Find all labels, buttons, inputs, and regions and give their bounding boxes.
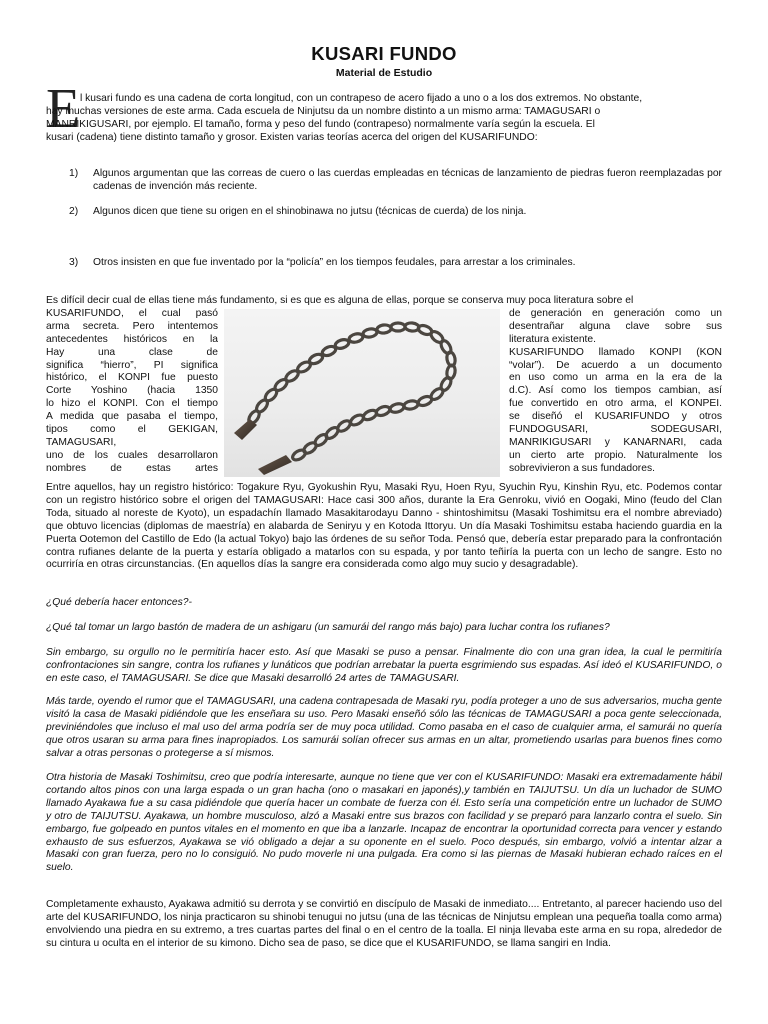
wrap-right-line: de generación en generación como un <box>509 308 722 319</box>
wrap-right-line: FUNDOGUSARI, SODEGUSARI, <box>509 424 722 436</box>
wrap-right-line: literatura existente. <box>509 333 596 345</box>
wrap-right-line: “volar”). De acuerdo a un documento <box>509 359 722 371</box>
wrap-left-line: uno de los cuales desarrollaron <box>46 449 218 461</box>
wrap-left-line: arma secreta. Pero intentemos <box>46 320 218 332</box>
wrap-right-column <box>509 308 722 476</box>
wrap-left-line: TAMAGUSARI, <box>46 436 117 448</box>
paragraph: Sin embargo, su orgullo no le permitiría hacer esto. Así que Masaki se puso a pensar. Finalmente dio con una gran idea, la cual le permitiría confrontaciones sin sangre, contra los rufianes y lunáticos que podrían arrebatar la puerta esgrimiendo sus espadas. Así ideó el KUSARIFUNDO, o en este caso, el TAMAGUSARI. Se dice que Masaki desarrolló 24 artes de TAMAGUSARI. <box>46 647 722 684</box>
paragraph: Otra historia de Masaki Toshimitsu, creo que podría interesarte, aunque no tiene que ver con el KUSARIFUNDO: Masaki era extremadamente hábil cortando altos pinos con una larga espada o un gran hacha (ono o masakari en japonés),y también en TAIJUTSU. Un día un luchador de SUMO llamado Ayakawa fue a su casa pidiéndole que quería hacer un combate de fuerza con él. Esto sería una competición entre un luchador de SUMO y otro de TAIJUTSU. Ayakawa, un hombre musculoso, alzó a Masaki entre sus brazos con facilidad y se preparó para lanzarlo contra el suelo. Sin embargo, fue golpeado en puntos vitales en el momento en que iba a lanzarle. Incapaz de encontrar la oportunidad correcta para vencer y estando exhausto de sus esfuerzos, Ayakawa se vió obligado a dejar a su oponente en el suelo. Poco después, sin embargo, volvió a intentar alzar a Masaki con gran fuerza, pero no lo consiguió. No pudo moverle ni una pulgada. Era como si las piernas de Masaki hubieran echado raíces en el suelo. <box>46 772 722 874</box>
paragraph: Completamente exhausto, Ayakawa admitió su derrota y se convirtió en discípulo de Masaki de inmediato.... Entretanto, al parecer haciendo uso del arte del KUSARIFUNDO, los ninja practicaron su shinobi tenugui no jutsu (una de las técnicas de Ninjutsu emplean una pequeña toalla como arma) envolviendo una piedra en su extremo, a tres cuartas partes del final o en el centro de la toalla. El ninja llevaba este arma en su ropa, alrededor de su cintura u oculta en el interior de su kimono. Dicho sea de paso, se dice que el KUSARIFUNDO, se llama sangiri en India. <box>46 899 722 949</box>
kusari-fundo-photo-icon <box>224 309 500 477</box>
wrap-right-line: sobrevivieron a sus fundadores. <box>509 462 655 474</box>
list-number: 2) <box>69 206 79 217</box>
wrap-right-line: MANRIKIGUSARI y KANARNARI, cada <box>509 436 722 448</box>
chain-icon <box>224 309 500 477</box>
intro-line: hay muchas versiones de este arma. Cada escuela de Ninjutsu da un nombre distinto a un mismo arma: TAMAGUSARI o <box>46 106 601 117</box>
wrap-right-line: desentrañar alguna clave sobre sus <box>509 320 722 332</box>
paragraph: ¿Qué debería hacer entonces?- <box>46 597 192 608</box>
wrap-right-line: un cierto arte propio. Naturalmente los <box>509 449 722 461</box>
wrap-right-line: fue convertido en otro arma, el KONPEI. <box>509 398 722 410</box>
paragraph: Más tarde, oyendo el rumor que el TAMAGUSARI, una cadena contrapesada de Masaki ryu, podía proteger a uno de sus adversarios, mucha gente visitó la casa de Masaki pidiéndole que les enseñara su uso. Pero Masaki enseñó sólo las técnicas de TAMAGUSARI a poca gente seleccionada, previniéndoles que incluso el mal uso del arma podría ser de muy poca utilidad. Como pasaba en el caso de cualquier arma, el samurái no quería que otros usaran su arma para fines inapropiados. Los samurái solían ofrecer sus armas en un altar, prometiendo usarlas para buenos fines como salvar a otras personas o protegerse a sí mismos. <box>46 696 722 759</box>
list-item-text: Algunos argumentan que las correas de cuero o las cuerdas empleadas en técnicas de lanzamiento de piedras fueron reemplazadas por cadenas de invención más reciente. <box>93 168 722 192</box>
intro-line: kusari (cadena) tiene distinto tamaño y grosor. Existen varias teorías acerca del origen del KUSARIFUNDO: <box>46 132 538 143</box>
wrap-left-line: tipos como el GEKIGAN, <box>46 424 218 436</box>
wrap-left-line: lo hizo el KONPI. Con el tiempo <box>46 398 218 410</box>
paragraph: Entre aquellos, hay un registro histórico: Togakure Ryu, Gyokushin Ryu, Masaki Ryu, Hoen Ryu, Syuchin Ryu, Kinshin Ryu, etc. Podemos contar con un registro histórico sobre el origen del TAMAGUSARI: Hace casi 300 años, durante la Era Genroku, vivió en Oogaki, Mino (feudo del Clan Toda, situado al noreste de Kyoto), un espadachín llamado Masakitarodayu Danno - shintoshimitsu (Masaki Toshimitsu era el nombre abreviado) que obtuvo licencias (diplomas de maestría) en alabarda de Seniryu y en Kotoda Ittoryu. Un día Masaki Toshimitsu estaba haciendo guardia en la Puerta Ootemon del Castillo de Edo (la actual Tokyo) bajo las órdenes de su señor Toda. Pensó que, debería estar preparado para la confrontación contra rufianes delante de la puerta y estaría obligado a matarlos con su espada, y por tanto teñiría la puerta con un lecho de sangre. Esto no ocurriría en otras circunstancias. (En aquellos días la sangre era considerada como algo muy sucio y desagradable). <box>46 482 722 571</box>
wrap-top-line: Es difícil decir cual de ellas tiene más fundamento, si es que es alguna de ellas, porque se conserva muy poca literatura sobre el <box>46 295 634 306</box>
list-item-text: Otros insisten en que fue inventado por la “policía” en los tiempos feudales, para arrestar a los criminales. <box>93 257 576 268</box>
wrap-left-line: Hay una clase de <box>46 346 218 358</box>
drop-cap: E <box>46 78 81 140</box>
wrap-right-line: se diseñó el KUSARIFUNDO y otros <box>509 411 722 423</box>
wrap-left-line: A medida que pasaba el tiempo, <box>46 411 218 423</box>
wrap-left-line: nombres de estas artes <box>46 462 218 474</box>
wrap-left-line: significa “hierro”, PI significa <box>46 359 218 371</box>
list-number: 3) <box>69 257 79 268</box>
intro-line: MANRIKIGUSARI, por ejemplo. El tamaño, forma y peso del fundo (contrapeso) normalmente varía según la escuela. El <box>46 119 595 130</box>
wrap-left-line: histórico, el KONPI fue puesto <box>46 372 218 384</box>
wrap-left-line: KUSARIFUNDO, el cual pasó <box>46 308 218 319</box>
wrap-left-line: antecedentes históricos en la <box>46 333 218 345</box>
list-item-text: Algunos dicen que tiene su origen en el shinobinawa no jutsu (técnicas de cuerda) de los ninja. <box>93 206 527 217</box>
wrap-right-line: en uso como un arma en la era de la <box>509 372 722 384</box>
list-number: 1) <box>69 168 79 179</box>
wrap-right-line: d.C). Así como los tiempos cambian, así <box>509 385 722 397</box>
wrap-right-line: KUSARIFUNDO llamado KONPI (KON <box>509 346 722 358</box>
wrap-left-line: Corte Yoshino (hacia 1350 <box>46 385 218 397</box>
page-subtitle: Material de Estudio <box>335 67 433 79</box>
intro-line: l kusari fundo es una cadena de corta longitud, con un contrapeso de acero fijado a uno o a los dos extremos. No obstante, <box>80 93 643 104</box>
paragraph: ¿Qué tal tomar un largo bastón de madera de un ashigaru (un samurái del rango más bajo) para luchar contra los rufianes? <box>46 622 610 633</box>
page-title: KUSARI FUNDO <box>311 43 457 64</box>
wrap-left-column <box>46 308 218 476</box>
